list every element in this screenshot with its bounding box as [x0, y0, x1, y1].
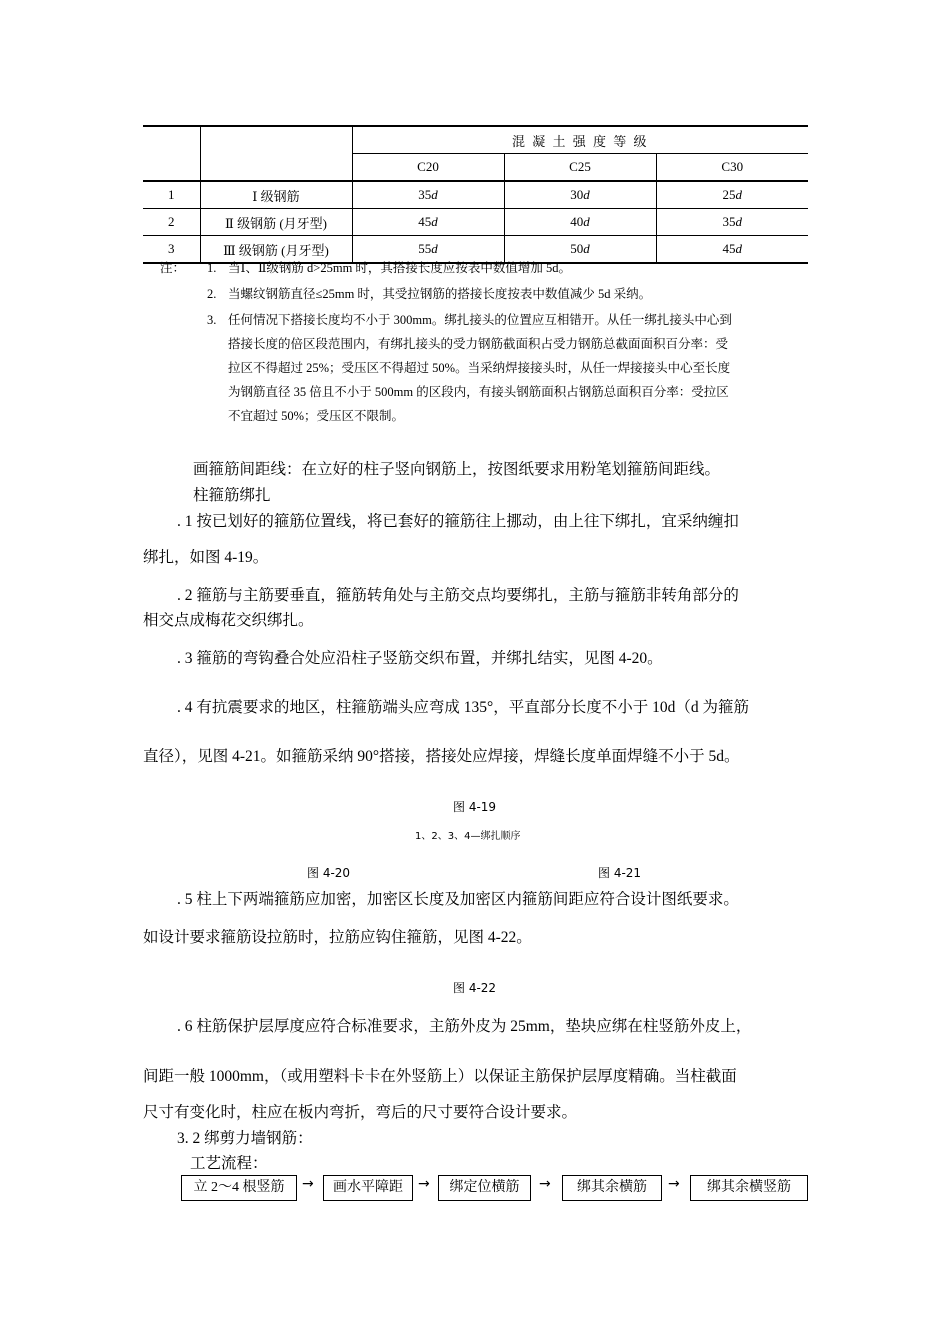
paragraph: 直径），见图 4-21。如箍筋采纳 90°搭接，搭接处应焊接，焊缝长度单面焊缝不小于 5d。	[143, 748, 740, 765]
figure-caption: 图 4-21	[598, 866, 642, 880]
row-value: 35d	[352, 181, 504, 209]
table-row	[143, 181, 808, 209]
row-steel-type: Ⅱ 级钢筋 (月牙型)	[200, 209, 352, 236]
paragraph: . 4 有抗震要求的地区，柱箍筋端头应弯成 135°，平直部分长度不小于 10d（d 为箍筋	[177, 699, 749, 716]
section-heading: 3. 2 绑剪力墙钢筋：	[177, 1130, 313, 1147]
flow-step-1: 立 2～4 根竖筋	[181, 1175, 297, 1201]
paragraph: . 5 柱上下两端箍筋应加密，加密区长度及加密区内箍筋间距应符合设计图纸要求。	[177, 891, 739, 908]
figure-caption: 图 4-22	[453, 981, 497, 995]
arrow-right-icon: →	[418, 1176, 430, 1192]
row-steel-type: Ⅰ 级钢筋	[200, 181, 352, 209]
note-3-line: 任何情况下搭接长度均不小于 300mm。绑扎接头的位置应互相错开。从任一绑扎接头中心到	[228, 313, 732, 327]
note-3-line: 拉区不得超过 25%；受压区不得超过 50%。当采纳焊接接头时，从任一焊接接头中心至长度	[228, 361, 731, 375]
figure-caption: 图 4-20	[307, 866, 351, 880]
table-row	[143, 209, 808, 236]
row-value: 35d	[656, 209, 808, 236]
row-steel-type: Ⅲ 级钢筋 (月牙型)	[200, 236, 352, 264]
row-value: 50d	[504, 236, 656, 264]
table-grade-c30: C30	[656, 154, 808, 182]
paragraph: 绑扎，如图 4-19。	[143, 549, 269, 566]
row-value: 45d	[352, 209, 504, 236]
paragraph: . 6 柱筋保护层厚度应符合标准要求，主筋外皮为 25mm，垫块应绑在柱竖筋外皮上，	[177, 1018, 752, 1035]
flow-step-5: 绑其余横竖筋	[690, 1175, 808, 1201]
row-number: 1	[143, 181, 200, 209]
figure-subcaption: 1、2、3、4—绑扎顺序	[415, 831, 521, 842]
arrow-right-icon: →	[539, 1176, 551, 1192]
arrow-right-icon: →	[668, 1176, 680, 1192]
paragraph: 相交点成梅花交织绑扎。	[143, 612, 314, 629]
paragraph: . 2 箍筋与主筋要垂直，箍筋转角处与主筋交点均要绑扎，主筋与箍筋非转角部分的	[177, 587, 739, 604]
note-3-number: 3.	[207, 313, 217, 327]
note-3-line: 不宜超过 50%；受压区不限制。	[228, 409, 405, 423]
note-1-number: 1.	[207, 261, 217, 275]
paragraph: 如设计要求箍筋设拉筋时，拉筋应钩住箍筋，见图 4-22。	[143, 929, 532, 946]
notes-label: 注：	[160, 261, 186, 275]
flow-step-2: 画水平障距	[323, 1175, 413, 1201]
paragraph: 间距一般 1000mm，（或用塑料卡卡在外竖筋上）以保证主筋保护层厚度精确。当柱截面	[143, 1068, 737, 1085]
flow-step-4: 绑其余横筋	[562, 1175, 662, 1201]
table-corner	[143, 126, 200, 181]
paragraph: 画箍筋间距线：在立好的柱子竖向钢筋上，按图纸要求用粉笔划箍筋间距线。	[193, 461, 721, 478]
note-3-line: 搭接长度的倍区段范围内，有绑扎接头的受力钢筋截面积占受力钢筋总截面面积百分率：受	[228, 337, 729, 351]
lap-length-table	[143, 125, 808, 264]
row-number: 2	[143, 209, 200, 236]
subheading: 柱箍筋绑扎	[193, 487, 271, 504]
row-number: 3	[143, 236, 200, 264]
note-2: 当螺纹钢筋直径≤25mm 时，其受拉钢筋的搭接长度按表中数值减少 5d 采纳。	[228, 287, 652, 301]
paragraph: . 1 按已划好的箍筋位置线，将已套好的箍筋往上挪动，由上往下绑扎，宜采纳缠扣	[177, 513, 739, 530]
note-2-number: 2.	[207, 287, 217, 301]
paragraph: . 3 箍筋的弯钩叠合处应沿柱子竖筋交织布置，并绑扎结实，见图 4-20。	[177, 650, 663, 667]
process-label: 工艺流程：	[190, 1155, 268, 1172]
table-corner-name	[200, 126, 352, 181]
paragraph: 尺寸有变化时，柱应在板内弯折，弯后的尺寸要符合设计要求。	[143, 1104, 578, 1121]
table-grade-c25: C25	[504, 154, 656, 182]
arrow-right-icon: →	[302, 1176, 314, 1192]
flow-step-3: 绑定位横筋	[438, 1175, 531, 1201]
row-value: 55d	[352, 236, 504, 264]
note-1: 当Ⅰ、Ⅱ级钢筋 d>25mm 时，其搭接长度应按表中数值增加 5d。	[228, 261, 572, 275]
table-header-grade: 混 凝 土 强 度 等 级	[352, 126, 808, 154]
row-value: 45d	[656, 236, 808, 264]
row-value: 30d	[504, 181, 656, 209]
note-3-line: 为钢筋直径 35 倍且不小于 500mm 的区段内，有接头钢筋面积占钢筋总面积百分率：受拉区	[228, 385, 729, 399]
table-grade-c20: C20	[352, 154, 504, 182]
figure-caption: 图 4-19	[453, 800, 497, 814]
row-value: 40d	[504, 209, 656, 236]
row-value: 25d	[656, 181, 808, 209]
